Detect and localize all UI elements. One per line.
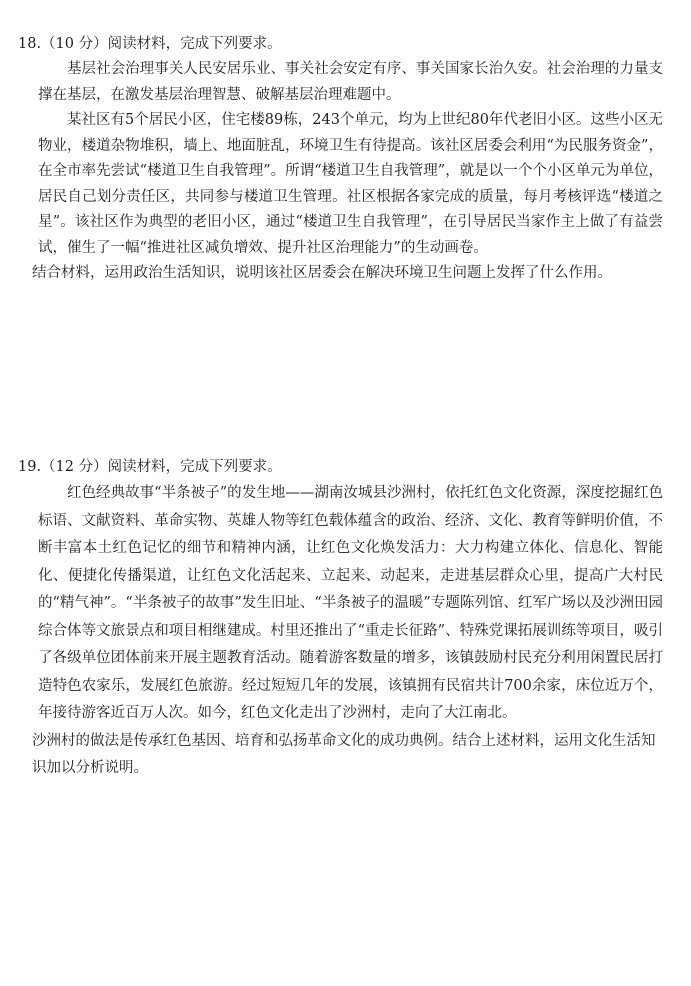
question-header: 18.（10 分）阅读材料，完成下列要求。: [18, 36, 282, 52]
question-18: [18, 32, 668, 287]
material-paragraph: 某社区有5个居民小区，住宅楼89栋，243个单元，均为上世纪80年代老旧小区。这些小区无物业，楼道杂物堆积，墙上、地面脏乱，环境卫生有待提高。该社区居委会利用“为民服务资金”，在全市率先尝试“楼道卫生自我管理”。所谓“楼道卫生自我管理”，就是以一个个小区单元为单位，居民自己划分责任区，共同参与楼道卫生管理。社区根据各家完成的质量，每月考核评选“楼道之星”。该社区作为典型的老旧小区，通过“楼道卫生自我管理”，在引导居民当家作主上做了有益尝试，催生了一幅“推进社区减负增效、提升社区治理能力”的生动画卷。: [38, 112, 663, 256]
question-task: 沙洲村的做法是传承红色基因、培育和弘扬革命文化的成功典例。结合上述材料，运用文化生活知识加以分析说明。: [32, 732, 656, 776]
question-19: [18, 455, 668, 783]
question-task: 结合材料，运用政治生活知识，说明该社区居委会在解决环境卫生问题上发挥了什么作用。: [32, 265, 612, 281]
question-header: 19.（12 分）阅读材料，完成下列要求。: [18, 459, 282, 475]
material-paragraph: 基层社会治理事关人民安居乐业、事关社会安定有序、事关国家长治久安。社会治理的力量支撑在基层，在激发基层治理智慧、破解基层治理难题中。: [38, 61, 663, 103]
material-paragraph: 红色经典故事“半条被子”的发生地——湖南汝城县沙洲村，依托红色文化资源，深度挖掘红色标语、文献资料、革命实物、英雄人物等红色载体蕴含的政治、经济、文化、教育等鲜明价值，不断丰富本土红色记忆的细节和精神内涵，让红色文化焕发活力：大力构建立体化、信息化、智能化、便捷化传播渠道，让红色文化活起来、立起来、动起来，走进基层群众心里，提高广大村民的“精气神”。“半条被子的故事”发生旧址、“半条被子的温暖”专题陈列馆、红军广场以及沙洲田园综合体等文旅景点和项目相继建成。村里还推出了“重走长征路”、特殊党课拓展训练等项目，吸引了各级单位团体前来开展主题教育活动。随着游客数量的增多，该镇鼓励村民充分利用闲置民居打造特色农家乐，发展红色旅游。经过短短几年的发展，该镇拥有民宿共计700余家，床位近万个，年接待游客近百万人次。如今，红色文化走出了沙洲村，走向了大江南北。: [38, 485, 663, 721]
